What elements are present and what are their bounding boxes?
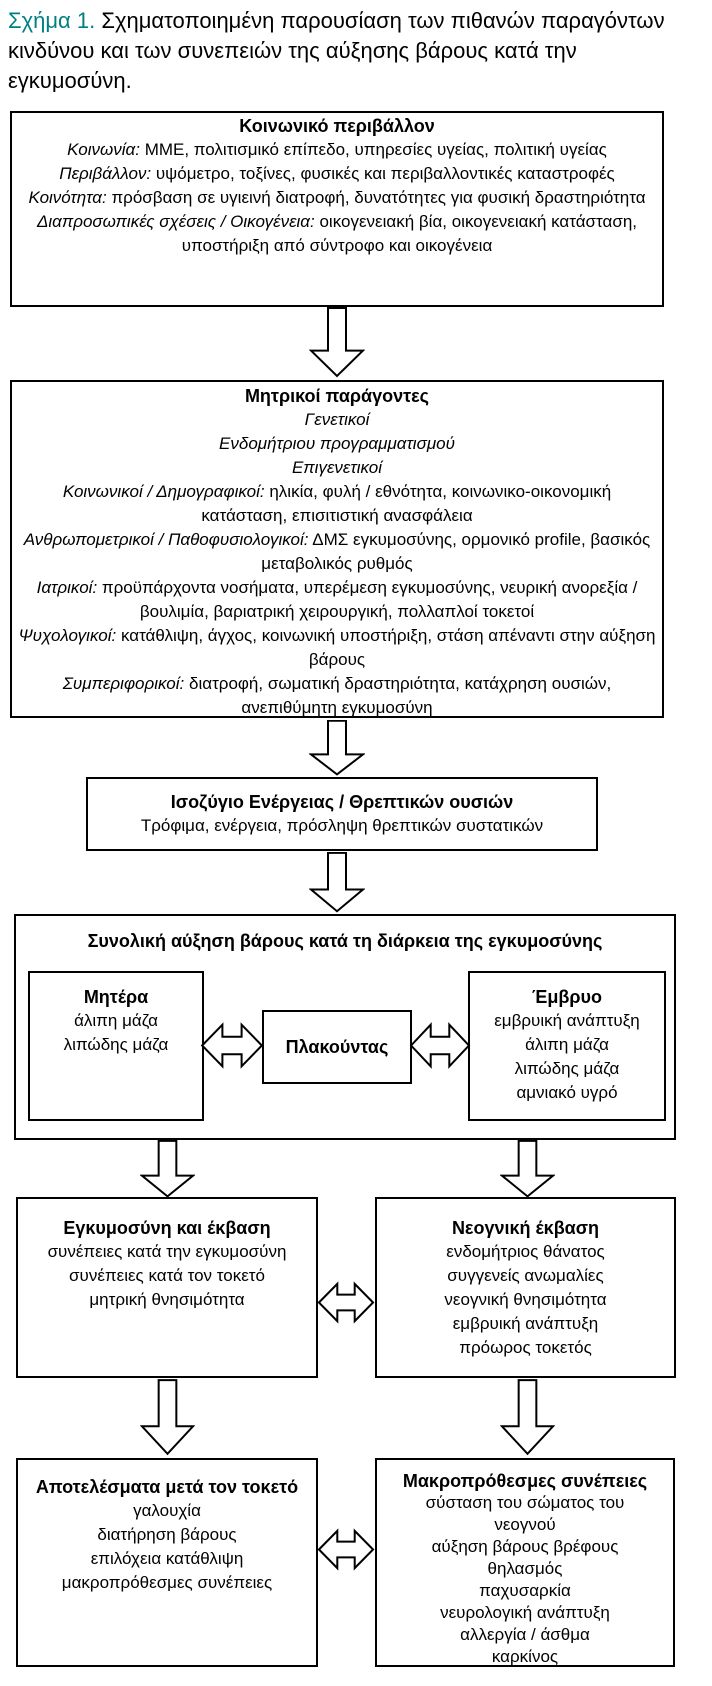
text-line xyxy=(18,138,656,162)
box-title: Αποτελέσματα μετά τον τοκετό xyxy=(35,1477,299,1497)
item-label: Κοινωνία: xyxy=(67,140,140,159)
text-line: πρόωρος τοκετός xyxy=(459,1338,592,1357)
text-line: παχυσαρκία xyxy=(479,1581,571,1600)
figure-label: Σχήμα 1. xyxy=(8,8,96,33)
arrow-placenta-fetus-icon xyxy=(409,1017,471,1074)
arrow-maternal-to-energy-icon xyxy=(309,720,365,776)
text-line xyxy=(18,210,656,258)
figure-caption xyxy=(8,6,672,96)
text-line: άλιπη μάζα xyxy=(74,1011,158,1030)
box-title: Μητρικοί παράγοντες xyxy=(244,386,430,406)
item-text: προϋπάρχοντα νοσήματα, υπερέμεση εγκυμοσύνης, νευρική ανορεξία / βουλιμία, βαριατρική χειρουργική, πολλαπλοί τοκετοί xyxy=(101,578,638,621)
arrow-postpartum-longterm-icon xyxy=(317,1524,375,1575)
arrow-pregnancy-to-postpartum-icon xyxy=(140,1379,195,1456)
text-line: συνέπειες κατά τον τοκετό xyxy=(69,1266,265,1285)
text-line: θηλασμός xyxy=(487,1559,563,1578)
item-label: Συμπεριφορικοί: xyxy=(62,674,185,693)
box-maternal-factors xyxy=(10,380,664,718)
text-line xyxy=(18,528,656,576)
text-line: Τρόφιμα, ενέργεια, πρόσληψη θρεπτικών συστατικών xyxy=(140,816,544,835)
box-postpartum-outcomes xyxy=(16,1458,318,1667)
arrow-mother-placenta-icon xyxy=(200,1017,264,1074)
text-line xyxy=(18,624,656,672)
box-title: Ισοζύγιο Ενέργειας / Θρεπτικών ουσιών xyxy=(170,792,514,812)
item-label: Περιβάλλον: xyxy=(59,164,152,183)
text-line: λιπώδης μάζα xyxy=(63,1035,169,1054)
arrow-neonatal-to-longterm-icon xyxy=(500,1379,555,1456)
box-pregnancy-outcome xyxy=(16,1197,318,1378)
figure-caption-text: Σχηματοποιημένη παρουσίαση των πιθανών παραγόντων κινδύνου και των συνεπειών της αύξησης βάρους κατά την εγκυμοσύνη. xyxy=(8,8,665,93)
item-text: ΜΜΕ, πολιτισμικό επίπεδο, υπηρεσίες υγείας, πολιτική υγείας xyxy=(144,140,607,159)
text-line xyxy=(18,162,656,186)
box-title: Νεογνική έκβαση xyxy=(451,1218,600,1238)
box-title: Μακροπρόθεσμες συνέπειες xyxy=(402,1471,648,1491)
text-line: γαλουχία xyxy=(133,1501,201,1520)
text-line: σύσταση του σώματος του νεογνού xyxy=(425,1493,625,1534)
item-label: Διαπροσωπικές σχέσεις / Οικογένεια: xyxy=(36,212,315,231)
box-social-environment xyxy=(10,111,664,307)
text-line xyxy=(18,186,656,210)
item-text: πρόσβαση σε υγιεινή διατροφή, δυνατότητες για φυσική δραστηριότητα xyxy=(111,188,646,207)
text-line: νευρολογική ανάπτυξη xyxy=(440,1603,610,1622)
item-text: κατάθλιψη, άγχος, κοινωνική υποστήριξη, στάση απέναντι στην αύξηση βάρους xyxy=(120,626,656,669)
item-text: ΔΜΣ εγκυμοσύνης, ορμονικό profile, βασικός μεταβολικός ρυθμός xyxy=(261,530,651,573)
arrow-totalgain-to-neonatal-icon xyxy=(500,1140,555,1198)
text-line: καρκίνος xyxy=(491,1647,559,1666)
text-line: διατήρηση βάρους xyxy=(97,1525,237,1544)
box-title: Έμβρυο xyxy=(532,987,602,1007)
text-line: εμβρυική ανάπτυξη xyxy=(494,1011,640,1030)
box-longterm-consequences xyxy=(375,1458,675,1667)
item-label: Ανθρωπομετρικοί / Παθοφυσιολογικοί: xyxy=(23,530,309,549)
box-title: Πλακούντας xyxy=(285,1037,389,1057)
text-line xyxy=(18,432,656,456)
text-line: συνέπειες κατά την εγκυμοσύνη xyxy=(47,1242,287,1261)
text-line: αλλεργία / άσθμα xyxy=(460,1625,590,1644)
item-label: Ιατρικοί: xyxy=(36,578,98,597)
box-placenta xyxy=(262,1010,412,1084)
text-line xyxy=(18,480,656,528)
text-line: μητρική θνησιμότητα xyxy=(89,1290,245,1309)
text-line: μακροπρόθεσμες συνέπειες xyxy=(61,1573,273,1592)
text-line: εμβρυική ανάπτυξη xyxy=(452,1314,599,1333)
arrow-pregnancy-neonatal-icon xyxy=(317,1277,375,1328)
box-neonatal-outcome xyxy=(375,1197,676,1378)
item-label: Κοινότητα: xyxy=(28,188,107,207)
text-line xyxy=(18,672,656,720)
box-title: Κοινωνικό περιβάλλον xyxy=(239,116,435,136)
text-line: λιπώδης μάζα xyxy=(514,1059,620,1078)
text-line: αμνιακό υγρό xyxy=(516,1083,618,1102)
text-line: συγγενείς ανωμαλίες xyxy=(447,1266,604,1285)
item-label: Επιγενετικοί xyxy=(291,458,383,477)
box-title: Συνολική αύξηση βάρους κατά τη διάρκεια της εγκυμοσύνης xyxy=(87,931,603,951)
item-text: οικογενειακή βία, οικογενειακή κατάσταση, υποστήριξη από σύντροφο και οικογένεια xyxy=(181,212,638,255)
arrow-totalgain-to-pregnancy-icon xyxy=(140,1140,195,1198)
text-line: αύξηση βάρους βρέφους xyxy=(431,1537,619,1556)
item-text: διατροφή, σωματική δραστηριότητα, κατάχρηση ουσιών, ανεπιθύμητη εγκυμοσύνη xyxy=(189,674,612,717)
box-title: Μητέρα xyxy=(83,987,149,1007)
box-fetus xyxy=(468,971,666,1121)
text-line xyxy=(18,576,656,624)
text-line xyxy=(18,456,656,480)
text-line: άλιπη μάζα xyxy=(525,1035,609,1054)
arrow-social-to-maternal-icon xyxy=(309,307,365,378)
box-mother xyxy=(28,971,204,1121)
item-text: ηλικία, φυλή / εθνότητα, κοινωνικο-οικονομική κατάσταση, επισιτιστική ανασφάλεια xyxy=(201,482,612,525)
text-line: νεογνική θνησιμότητα xyxy=(444,1290,607,1309)
item-label: Κοινωνικοί / Δημογραφικοί: xyxy=(62,482,265,501)
item-label: Ψυχολογικοί: xyxy=(18,626,117,645)
item-label: Ενδομήτριου προγραμματισμού xyxy=(219,434,455,453)
text-line: ενδομήτριος θάνατος xyxy=(446,1242,605,1261)
text-line xyxy=(18,408,656,432)
arrow-energy-to-totalgain-icon xyxy=(309,852,365,913)
box-energy-balance xyxy=(86,777,598,851)
box-title: Εγκυμοσύνη και έκβαση xyxy=(63,1218,271,1238)
text-line: επιλόχεια κατάθλιψη xyxy=(90,1549,244,1568)
item-label: Γενετικοί xyxy=(304,410,370,429)
item-text: υψόμετρο, τοξίνες, φυσικές και περιβαλλοντικές καταστροφές xyxy=(155,164,615,183)
